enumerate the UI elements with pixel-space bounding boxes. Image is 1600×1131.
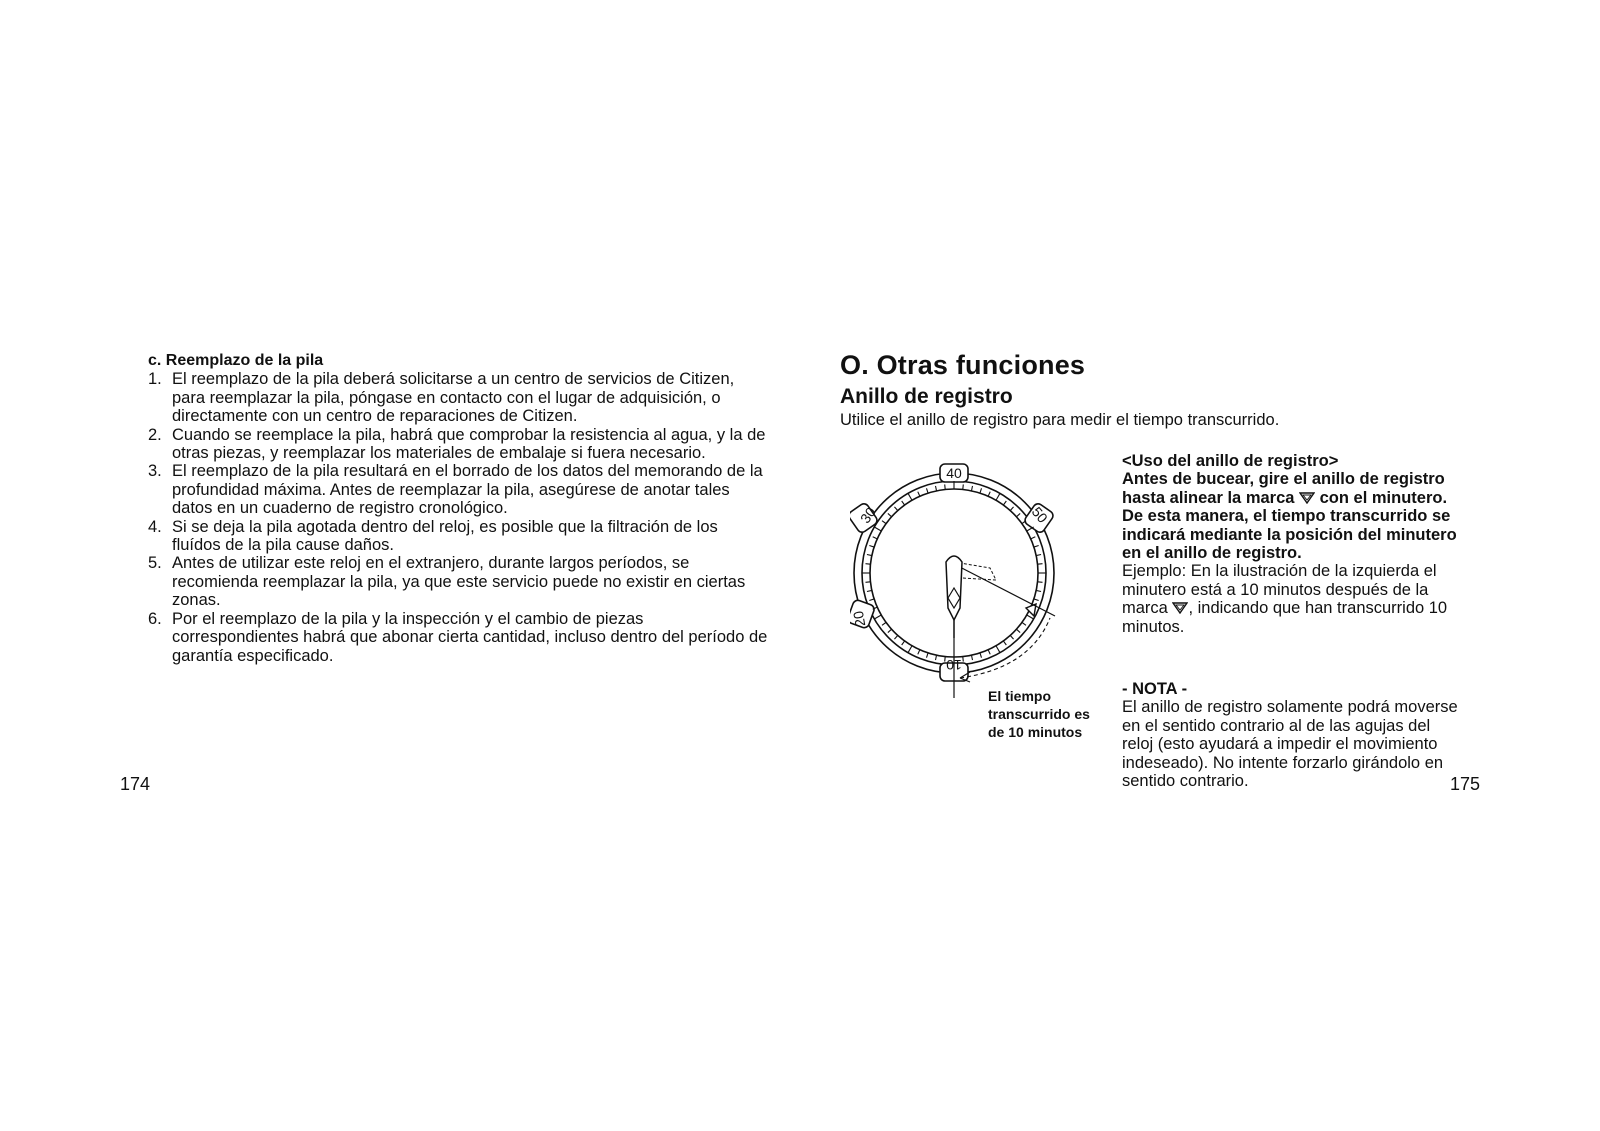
tick-mark bbox=[1016, 513, 1020, 516]
left-page-content bbox=[148, 352, 768, 665]
page-number-right: 175 bbox=[1450, 774, 1481, 794]
tick-mark bbox=[902, 501, 905, 505]
tick-mark bbox=[963, 484, 964, 489]
tick-mark bbox=[996, 493, 1000, 500]
list-item: 3. El reemplazo de la pila resultará en el borrado de los datos del memorando de la profundidad máxima. Antes de reemplazar la pila, asegúrese de anotar tales datos en un cuaderno de registro cronológico. bbox=[148, 462, 763, 518]
nota-heading: - NOTA - bbox=[1122, 680, 1188, 698]
tick-mark bbox=[865, 582, 870, 583]
tick-mark bbox=[980, 653, 982, 658]
tick-mark bbox=[869, 545, 874, 547]
tick-mark bbox=[867, 590, 872, 591]
tick-mark bbox=[882, 622, 886, 625]
tick-mark bbox=[945, 484, 946, 489]
tick-mark bbox=[971, 655, 972, 660]
tick-mark bbox=[865, 564, 870, 565]
tick-mark bbox=[1034, 545, 1039, 547]
tick-mark bbox=[888, 513, 892, 516]
intro-text: Utilice el anillo de registro para medir el tiempo transcurrido. bbox=[840, 411, 1280, 429]
bezel-dial-illustration bbox=[850, 458, 1080, 708]
tick-mark bbox=[1036, 554, 1041, 555]
tick-mark bbox=[918, 650, 920, 655]
list-item: 4. Si se deja la pila agotada dentro del reloj, es posible que la filtración de los fluídos de la pila cause daños. bbox=[148, 517, 718, 555]
battery-replacement-list bbox=[148, 370, 768, 665]
tick-mark bbox=[1036, 590, 1041, 591]
tick-mark bbox=[902, 641, 905, 645]
tick-mark bbox=[894, 635, 897, 639]
tick-mark bbox=[1038, 564, 1043, 565]
tick-mark bbox=[996, 646, 1000, 653]
tick-mark bbox=[963, 657, 964, 662]
tick-mark bbox=[918, 492, 920, 497]
tick-mark bbox=[935, 655, 936, 660]
list-item: 2. Cuando se reemplace la pila, habrá que comprobar la resistencia al agua, y la de otras piezas, y reemplazar los materiales de embalaje si fuera necesario. bbox=[148, 425, 766, 463]
subsection-title: Anillo de registro bbox=[840, 385, 1013, 408]
page-title: O. Otras funciones bbox=[840, 350, 1086, 380]
tick-mark bbox=[1010, 507, 1013, 511]
tick-mark bbox=[971, 486, 972, 491]
tick-mark bbox=[874, 615, 881, 619]
tick-mark bbox=[867, 554, 872, 555]
uso-heading: <Uso del anillo de registro> bbox=[1122, 452, 1339, 470]
dial-label-30: 30 bbox=[856, 504, 879, 527]
dial-label-10: 10 bbox=[946, 657, 962, 673]
tick-mark bbox=[980, 488, 982, 493]
dial-label-20: 20 bbox=[850, 609, 869, 628]
minute-hand-line bbox=[954, 564, 1055, 616]
tick-mark bbox=[888, 629, 892, 632]
section-title: c. Reemplazo de la pila bbox=[148, 352, 324, 369]
list-item: 6. Por el reemplazo de la pila y la inspección y el cambio de piezas correspondientes habrá que abonar cierta cantidad, incluso dentro del período de garantía especificado. bbox=[148, 609, 768, 665]
tick-mark bbox=[1034, 599, 1039, 601]
dial-label-50: 50 bbox=[1028, 503, 1051, 526]
tick-mark bbox=[882, 521, 886, 524]
tick-mark bbox=[1031, 537, 1036, 539]
tick-mark bbox=[1022, 622, 1026, 625]
tick-mark bbox=[1038, 582, 1043, 583]
nota-section bbox=[1122, 680, 1462, 790]
uso-example: Ejemplo: En la ilustración de la izquierda el minutero está a 10 minutos después de la marca , indicando que han transcurrido 10 minutos. bbox=[1122, 562, 1448, 636]
tick-mark bbox=[873, 537, 878, 539]
page-number-left: 174 bbox=[120, 774, 151, 794]
tick-mark bbox=[1003, 501, 1006, 505]
tick-mark bbox=[988, 650, 990, 655]
dial-label-40: 40 bbox=[946, 465, 962, 481]
elapsed-time-callout: El tiempo transcurrido es de 10 minutos bbox=[988, 688, 1090, 741]
tick-mark bbox=[869, 599, 874, 601]
marker-icon bbox=[1172, 601, 1188, 614]
tick-mark bbox=[926, 653, 928, 658]
tick-mark bbox=[1010, 635, 1013, 639]
tick-mark bbox=[1003, 641, 1006, 645]
list-item: 1. El reemplazo de la pila deberá solicitarse a un centro de servicios de Citizen, para reemplazar la pila, póngase en contacto con el lugar de adquisición, o directamente con un centro de reparaciones de Citizen. bbox=[148, 370, 735, 426]
uso-instructions: Antes de bucear, gire el anillo de registro hasta alinear la marca con el minutero. De esta manera, el tiempo transcurrido se indicará mediante la posición del minutero en el anillo de registro. bbox=[1122, 470, 1457, 563]
uso-section bbox=[1122, 452, 1462, 636]
tick-mark bbox=[908, 646, 912, 653]
tick-mark bbox=[908, 493, 912, 500]
tick-mark bbox=[945, 657, 946, 662]
tick-mark bbox=[894, 507, 897, 511]
marker-icon bbox=[1299, 491, 1315, 504]
tick-mark bbox=[988, 492, 990, 497]
tick-mark bbox=[935, 486, 936, 491]
elapsed-arc bbox=[960, 618, 1050, 678]
tick-mark bbox=[926, 488, 928, 493]
tick-mark bbox=[1016, 629, 1020, 632]
list-item: 5. Antes de utilizar este reloj en el extranjero, durante largos períodos, se recomienda reemplazar la pila, ya que este servicio puede no existir en ciertas zonas. bbox=[148, 554, 746, 610]
nota-text: El anillo de registro solamente podrá moverse en el sentido contrario al de las agujas del reloj (esto ayudará a impedir el movimiento indeseado). No intente forzarlo girándolo en sentido contrario. bbox=[1122, 698, 1458, 791]
tick-mark bbox=[874, 527, 881, 531]
